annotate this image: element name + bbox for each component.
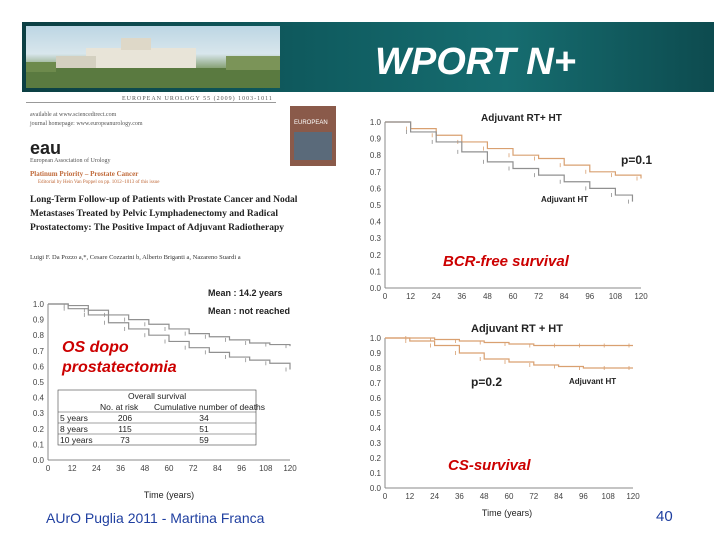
x-tick-label: 0	[382, 492, 388, 501]
x-tick-label: 24	[431, 292, 441, 301]
x-axis-title: Time (years)	[143, 490, 195, 500]
x-tick-label: 72	[529, 492, 539, 501]
y-tick-label: 0.7	[32, 346, 44, 356]
y-tick-label: 0.1	[369, 469, 381, 478]
x-tick-label: 84	[212, 464, 222, 473]
y-tick-label: 0.2	[369, 250, 381, 260]
series-label: Adjuvant RT+ HT	[481, 113, 562, 124]
page-number: 40	[656, 508, 673, 525]
y-tick-label: 0.2	[369, 454, 381, 463]
y-tick-label: 1.0	[369, 334, 381, 343]
paper-excerpt	[26, 96, 362, 266]
x-tick-label: 0	[382, 292, 388, 301]
table-cell: 10 years	[60, 435, 93, 445]
banner-photo	[26, 26, 280, 88]
x-tick-label: 24	[91, 464, 101, 473]
section-label: Platinum Priority – Prostate Cancer	[30, 170, 139, 178]
table-cell: 51	[199, 424, 209, 434]
eau-logo: eau	[30, 138, 62, 158]
chart-annotation: Mean : not reached	[208, 306, 291, 316]
y-tick-label: 0.3	[369, 439, 381, 448]
y-tick-label: 0.0	[32, 456, 44, 465]
bcr-label: BCR-free survival	[443, 253, 569, 270]
y-tick-label: 0.1	[369, 267, 381, 277]
y-tick-label: 0.3	[369, 234, 381, 244]
y-tick-label: 0.9	[369, 349, 381, 358]
cover-image	[294, 132, 332, 160]
series-label: Adjuvant HT	[569, 377, 617, 386]
available-line: available at www.sciencedirect.com	[30, 112, 117, 118]
x-tick-label: 108	[259, 464, 273, 473]
y-tick-label: 0.6	[32, 362, 44, 372]
cs-label: CS-survival	[448, 457, 531, 474]
x-tick-label: 108	[608, 292, 623, 301]
building-illustration	[26, 26, 280, 88]
x-tick-label: 72	[188, 464, 198, 473]
y-tick-label: 0.4	[369, 424, 381, 433]
y-tick-label: 1.0	[32, 300, 44, 309]
y-tick-label: 0.5	[369, 201, 381, 210]
chart-annotation: p=0.1	[621, 153, 653, 167]
y-tick-label: 0.5	[32, 378, 44, 387]
y-tick-label: 0.6	[369, 184, 381, 194]
x-tick-label: 72	[534, 292, 544, 301]
x-tick-label: 60	[508, 292, 518, 301]
y-tick-label: 0.2	[32, 424, 44, 434]
table-cell: 59	[199, 435, 209, 445]
table-header-cell: Cumulative number of deaths	[154, 402, 266, 412]
x-tick-label: 48	[140, 464, 150, 473]
table-title: Overall survival	[128, 391, 187, 401]
y-tick-label: 0.8	[369, 151, 381, 161]
y-tick-label: 0.5	[369, 409, 381, 418]
km-curve-1	[385, 122, 641, 178]
x-tick-label: 36	[116, 464, 126, 473]
y-tick-label: 0.1	[32, 440, 44, 450]
x-tick-label: 12	[405, 492, 415, 501]
table-cell: 8 years	[60, 424, 88, 434]
table-header-cell: No. at risk	[100, 402, 139, 412]
series-label: Adjuvant RT + HT	[471, 323, 563, 335]
journal-header: EUROPEAN UROLOGY 55 (2009) 1003-1011	[122, 96, 273, 102]
x-tick-label: 12	[67, 464, 77, 473]
cover-word: EUROPEAN	[294, 120, 328, 126]
header-rule	[26, 102, 276, 103]
y-tick-label: 0.4	[32, 393, 44, 403]
y-tick-label: 0.6	[369, 394, 381, 403]
x-tick-label: 84	[559, 292, 569, 301]
y-tick-label: 0.3	[32, 409, 44, 419]
y-tick-label: 0.9	[369, 134, 381, 144]
x-tick-label: 96	[578, 492, 588, 501]
os-chart	[28, 284, 328, 506]
y-tick-label: 0.4	[369, 217, 381, 227]
y-tick-label: 0.7	[369, 379, 381, 388]
x-tick-label: 48	[482, 292, 492, 301]
journal-cover	[290, 106, 336, 166]
bcr-chart	[355, 100, 655, 305]
y-tick-label: 0.8	[369, 364, 381, 373]
y-tick-label: 1.0	[369, 118, 381, 127]
paper-title: Long-Term Follow-up of Patients with Prostate Cancer and Nodal Metastases Treated by Pelvic Lymphadenectomy and Radical Prostatectomy: The Positive Impact of Adjuvant Radiotherapy	[30, 195, 298, 233]
series-label: Adjuvant HT	[541, 195, 589, 204]
x-tick-label: 24	[430, 492, 440, 501]
y-tick-label: 0.9	[32, 315, 44, 325]
os-label: OS dopo prostatectomia	[62, 339, 177, 376]
homepage-line: journal homepage: www.europeanurology.com	[30, 121, 143, 127]
cs-chart	[355, 318, 655, 520]
x-tick-label: 48	[479, 492, 489, 501]
paper-authors: Luigi F. Da Pozzo a,*, Cesare Cozzarini b, Alberto Briganti a, Nazareno Suardi a	[30, 254, 241, 261]
x-tick-label: 108	[601, 492, 615, 501]
table-cell: 206	[117, 413, 133, 423]
x-tick-label: 120	[634, 292, 648, 301]
y-tick-label: 0.0	[369, 484, 381, 493]
x-axis-title: Time (years)	[481, 508, 533, 518]
editorial-line: Editorial by Hein Van Poppel on pp. 1012–1013 of this issue	[38, 180, 160, 185]
org-name: European Association of Urology	[30, 158, 111, 164]
y-tick-label: 0.0	[369, 284, 381, 293]
table-cell: 5 years	[60, 413, 88, 423]
table-cell: 115	[118, 424, 132, 434]
x-tick-label: 12	[406, 292, 416, 301]
y-tick-label: 0.8	[32, 331, 44, 341]
chart-annotation: p=0.2	[471, 375, 503, 389]
x-tick-label: 36	[454, 492, 464, 501]
x-tick-label: 84	[554, 492, 564, 501]
x-tick-label: 0	[45, 464, 51, 473]
x-tick-label: 60	[164, 464, 174, 473]
x-tick-label: 120	[626, 492, 640, 501]
footer-text: AUrO Puglia 2011 - Martina Franca	[46, 510, 265, 526]
table-cell: 34	[199, 413, 209, 423]
x-tick-label: 120	[283, 464, 297, 473]
km-curve-2	[385, 122, 632, 202]
chart-annotation: Mean : 14.2 years	[208, 288, 283, 298]
slide-title: WPORT N+	[375, 41, 576, 83]
x-tick-label: 96	[585, 292, 595, 301]
km-curve-1	[385, 338, 633, 346]
x-tick-label: 96	[237, 464, 247, 473]
y-tick-label: 0.7	[369, 167, 381, 177]
x-tick-label: 60	[504, 492, 514, 501]
table-cell: 73	[120, 435, 130, 445]
x-tick-label: 36	[457, 292, 467, 301]
